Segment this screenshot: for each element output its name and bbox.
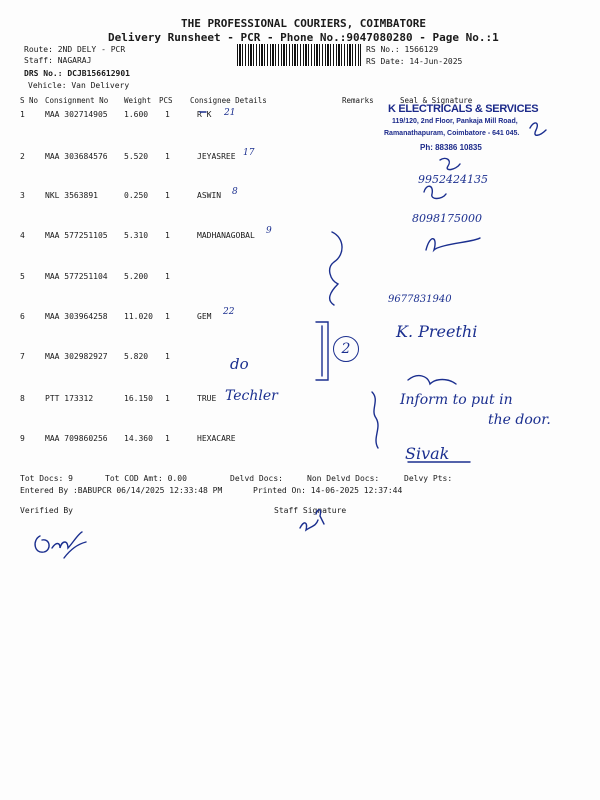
staff-signature-label: Staff Signature bbox=[274, 506, 347, 515]
sno: 6 bbox=[20, 312, 25, 321]
vehicle-label: Vehicle: Van Delivery bbox=[28, 81, 130, 90]
consignment-no: MAA 709860256 bbox=[45, 434, 108, 443]
printed-on: Printed On: 14-06-2025 12:37:44 bbox=[253, 486, 403, 495]
hand-remark-line2: the door. bbox=[488, 412, 551, 428]
hand-phone-3: 9677831940 bbox=[388, 294, 452, 305]
weight: 11.020 bbox=[124, 312, 153, 321]
hand-remark-line1: Inform to put in bbox=[400, 392, 513, 408]
consignee: R K bbox=[197, 110, 212, 119]
company-title: THE PROFESSIONAL COURIERS, COIMBATORE bbox=[181, 17, 427, 30]
pcs: 1 bbox=[165, 272, 170, 281]
total-docs: Tot Docs: 9 bbox=[20, 474, 73, 483]
weight: 0.250 bbox=[124, 191, 149, 200]
weight: 1.600 bbox=[124, 110, 149, 119]
consignee: ASWIN bbox=[197, 191, 222, 200]
pcs: 1 bbox=[165, 394, 170, 403]
col-consignment: Consignment No bbox=[45, 96, 109, 105]
drs-label: DRS No.: DCJB156612901 bbox=[24, 69, 130, 78]
sno: 5 bbox=[20, 272, 25, 281]
hand-note-row1: 21 bbox=[224, 108, 236, 118]
sno: 7 bbox=[20, 352, 25, 361]
delivered-docs: Delvd Docs: bbox=[230, 474, 283, 483]
sno: 2 bbox=[20, 152, 25, 161]
hand-phone-1: 9952424135 bbox=[418, 173, 488, 186]
hand-name-techler: Techler bbox=[225, 388, 278, 404]
route-label: Route: 2ND DELY - PCR bbox=[24, 45, 126, 54]
pcs: 1 bbox=[165, 152, 170, 161]
col-seal: Seal & Signature bbox=[400, 96, 473, 105]
sno: 4 bbox=[20, 231, 25, 240]
stamp-address-line2: Ramanathapuram, Coimbatore - 641 045. bbox=[384, 130, 520, 137]
pcs: 1 bbox=[165, 191, 170, 200]
hand-name-preethi: K. Preethi bbox=[396, 322, 478, 341]
sno: 8 bbox=[20, 394, 25, 403]
consignee: JEYASREE bbox=[197, 152, 236, 161]
consignee: GEM bbox=[197, 312, 212, 321]
hand-ditto: do bbox=[230, 355, 249, 373]
stamp-address-line1: 119/120, 2nd Floor, Pankaja Mill Road, bbox=[392, 118, 518, 125]
consignment-no: MAA 577251104 bbox=[45, 272, 108, 281]
consignment-no: MAA 577251105 bbox=[45, 231, 108, 240]
consignment-no: MAA 303964258 bbox=[45, 312, 108, 321]
hand-note-row3: 8 bbox=[232, 187, 238, 197]
consignment-no: MAA 302982927 bbox=[45, 352, 108, 361]
pcs: 1 bbox=[165, 312, 170, 321]
sno: 9 bbox=[20, 434, 25, 443]
pcs: 1 bbox=[165, 231, 170, 240]
rs-no: RS No.: 1566129 bbox=[366, 45, 439, 54]
col-weight: Weight bbox=[124, 96, 152, 105]
consignment-no: MAA 303684576 bbox=[45, 152, 108, 161]
entered-by: Entered By :BABUPCR 06/14/2025 12:33:48 PM bbox=[20, 486, 223, 495]
consignee: TRUE bbox=[197, 394, 217, 403]
col-consignee: Consignee Details bbox=[190, 96, 267, 105]
rs-date: RS Date: 14-Jun-2025 bbox=[366, 57, 463, 66]
verified-signature bbox=[35, 532, 86, 558]
pcs: 1 bbox=[165, 110, 170, 119]
sno: 3 bbox=[20, 191, 25, 200]
weight: 5.310 bbox=[124, 231, 149, 240]
weight: 14.360 bbox=[124, 434, 153, 443]
col-pcs: PCS bbox=[159, 96, 173, 105]
weight: 5.200 bbox=[124, 272, 149, 281]
col-remarks: Remarks bbox=[342, 96, 374, 105]
hand-note-row6: 22 bbox=[223, 307, 235, 317]
verified-by-label: Verified By bbox=[20, 506, 73, 515]
hand-note-row2: 17 bbox=[243, 148, 255, 158]
weight: 16.150 bbox=[124, 394, 153, 403]
col-sno: S No bbox=[20, 96, 39, 105]
hand-circled-number: 2 bbox=[333, 336, 359, 362]
delivery-points: Delvy Pts: bbox=[404, 474, 453, 483]
weight: 5.520 bbox=[124, 152, 149, 161]
staff-label: Staff: NAGARAJ bbox=[24, 56, 92, 65]
hand-note-row4: 9 bbox=[266, 226, 272, 236]
weight: 5.820 bbox=[124, 352, 149, 361]
staff-signature-mark bbox=[300, 510, 324, 530]
consignee: MADHANAGOBAL bbox=[197, 231, 255, 240]
runsheet-subtitle: Delivery Runsheet - PCR - Phone No.:9047080280 - Page No.:1 bbox=[108, 31, 499, 44]
pcs: 1 bbox=[165, 434, 170, 443]
sno: 1 bbox=[20, 110, 25, 119]
hand-phone-2: 8098175000 bbox=[412, 212, 482, 225]
consignment-no: PTT 173312 bbox=[45, 394, 94, 403]
pcs: 1 bbox=[165, 352, 170, 361]
consignee: HEXACARE bbox=[197, 434, 236, 443]
hand-name-siva: Sivak bbox=[405, 444, 450, 463]
consignment-no: MAA 302714905 bbox=[45, 110, 108, 119]
non-delivered-docs: Non Delvd Docs: bbox=[307, 474, 380, 483]
total-cod: Tot COD Amt: 0.00 bbox=[105, 474, 187, 483]
stamp-company-name: K ELECTRICALS & SERVICES bbox=[388, 103, 539, 115]
stamp-phone: Ph: 88386 10835 bbox=[420, 143, 482, 152]
consignment-no: NKL 3563891 bbox=[45, 191, 98, 200]
